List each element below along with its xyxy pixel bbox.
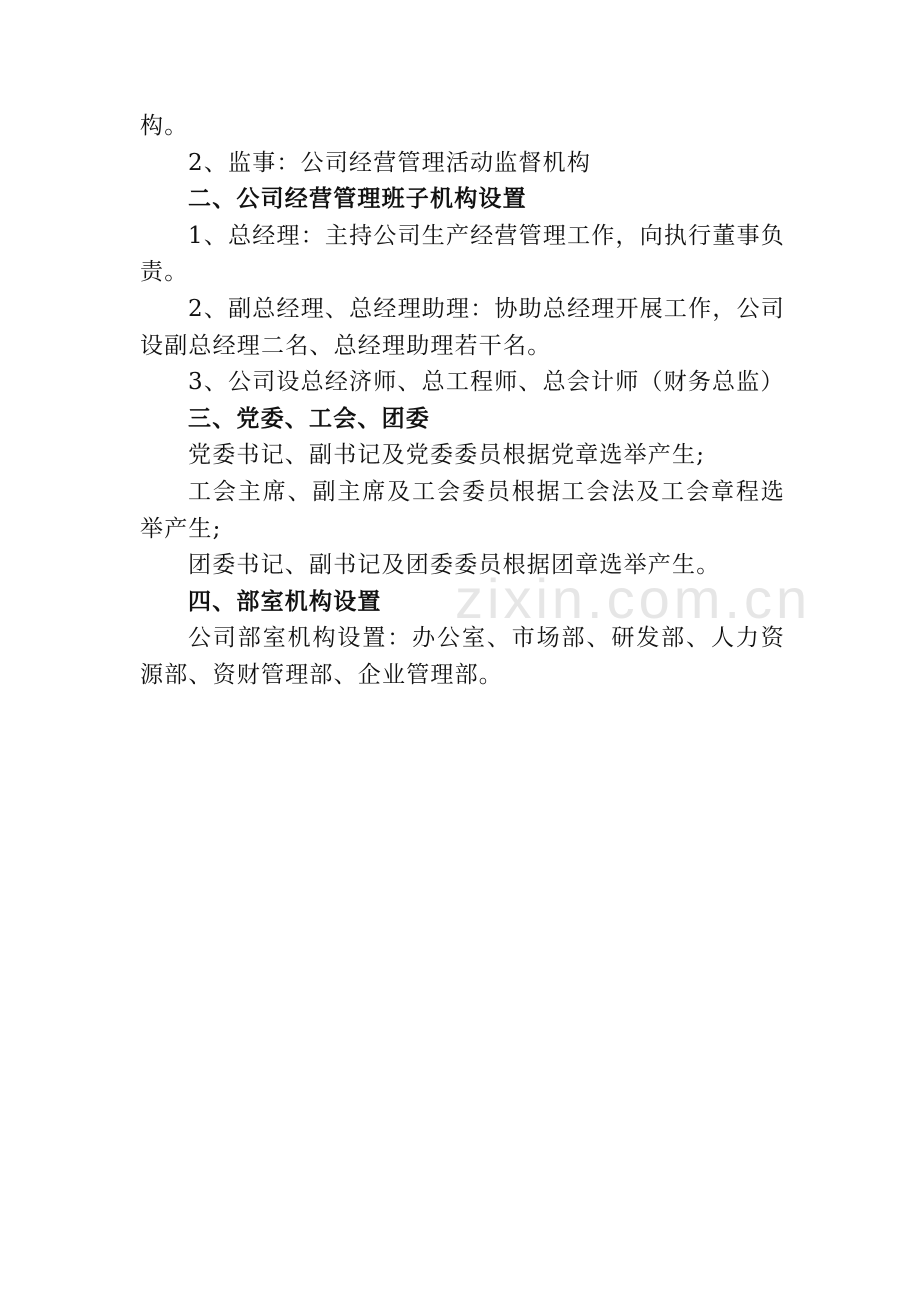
- section-heading-party-union: 三、党委、工会、团委: [188, 405, 430, 432]
- document-body: [140, 108, 785, 694]
- section-heading-management: 二、公司经营管理班子机构设置: [188, 186, 527, 213]
- paragraph-continuation: 构。: [140, 113, 189, 139]
- paragraph-deputy-manager: 2、副总经理、总经理助理：协助总经理开展工作，公司设副总经理二名、总经理助理若干名。: [140, 295, 785, 359]
- paragraph-departments: 公司部室机构设置：办公室、市场部、研发部、人力资源部、资财管理部、企业管理部。: [140, 625, 785, 688]
- paragraph-youth-league: 团委书记、副书记及团委委员根据团章选举产生。: [188, 552, 721, 579]
- section-heading-departments: 四、部室机构设置: [188, 588, 382, 615]
- paragraph-trade-union: 工会主席、副主席及工会委员根据工会法及工会章程选举产生;: [140, 478, 785, 542]
- paragraph-chief-officers: 3、公司设总经济师、总工程师、总会计师（财务总监）: [188, 369, 785, 396]
- paragraph-supervisor: 2、监事：公司经营管理活动监督机构: [188, 149, 592, 176]
- watermark: zixin.com.cn: [455, 567, 812, 630]
- paragraph-party-committee: 党委书记、副书记及党委委员根据党章选举产生;: [188, 442, 706, 469]
- paragraph-general-manager: 1、总经理：主持公司生产经营管理工作，向执行董事负责。: [140, 222, 785, 286]
